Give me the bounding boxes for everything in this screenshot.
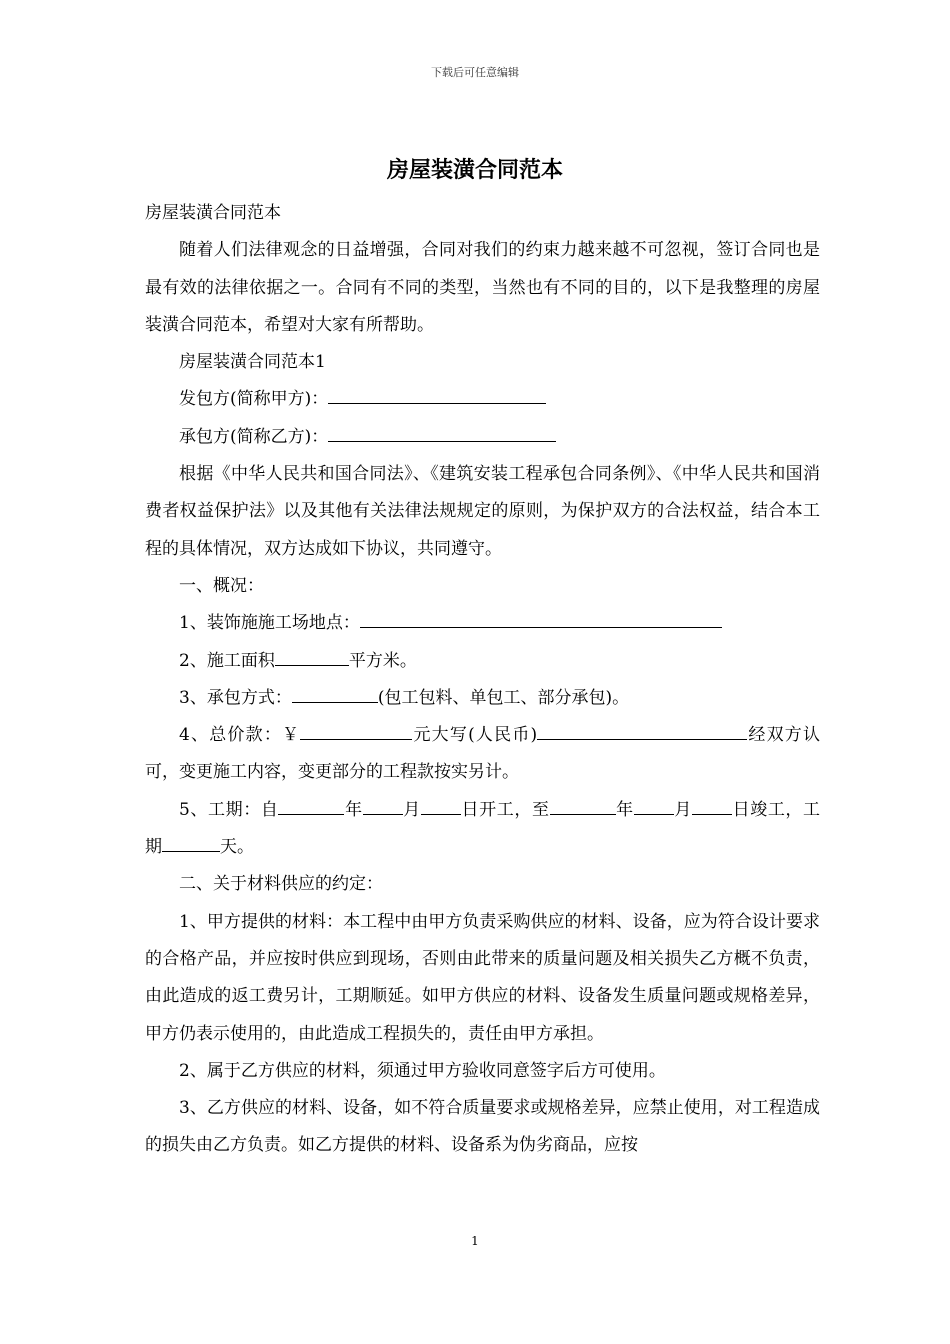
section-1-title: 一、概况： [179,575,264,596]
item-1-5-part: 日竣工，工期 [145,799,821,858]
end-year-blank [550,796,616,815]
item-1-5-part: 年 [615,799,634,820]
party-a-label: 发包方(简称甲方)： [179,389,329,410]
end-month-blank [634,796,674,815]
item-1-5-part: 年 [344,799,363,820]
party-b-blank [328,423,556,442]
item-1-4-suffix: 经双方认可，变更施工内容，变更部分的工程款按实另计。 [145,725,821,783]
item-1-1-label: 1、装饰施施工场地点： [179,613,360,634]
item-1-5-part: 天。 [220,837,254,858]
item-1-4-mid: 元大写(人民币) [412,725,538,746]
sample-title: 房屋装潢合同范本1 [179,352,326,373]
item-1-1 [145,605,820,642]
basis-paragraph: 根据《中华人民共和国合同法》、《建筑安装工程承包合同条例》、《中华人民共和国消费者权益保护法》以及其他有关法律法规规定的原则，为保护双方的合法权益，结合本工程的具体情况，双方达成如下协议，共同遵守。 [145,464,820,559]
item-1-5-part: 月 [673,799,692,820]
area-blank [275,647,349,666]
start-year-blank [278,796,344,815]
page-header-note: 下载后可任意编辑 [431,66,519,79]
end-day-blank [692,796,732,815]
item-1-4-prefix: 4、总价款：￥ [179,725,301,746]
item-1-3-suffix: (包工包料、单包工、部分承包)。 [377,687,630,708]
start-day-blank [421,796,461,815]
item-1-5-part: 日开工，至 [460,799,550,820]
item-1-5-part: 月 [402,799,421,820]
party-b-line [145,419,820,456]
item-1-3 [145,680,820,717]
duration-days-blank [162,833,220,852]
item-1-5 [145,792,820,867]
section-2-title: 二、关于材料供应的约定： [179,874,383,895]
intro-paragraph: 随着人们法律观念的日益增强，合同对我们的约束力越来越不可忽视，签订合同也是最有效的法律依据之一。合同有不同的类型，当然也有不同的目的，以下是我整理的房屋装潢合同范本，希望对大家有所帮助。 [145,240,820,335]
item-1-2-suffix: 平方米。 [348,650,417,671]
party-a-blank [328,386,546,405]
document-subtitle: 房屋装潢合同范本 [145,203,281,223]
item-1-2-prefix: 2、施工面积 [179,650,275,671]
item-1-4 [145,717,820,792]
item-2-1: 1、甲方提供的材料：本工程中由甲方负责采购供应的材料、设备，应为符合设计要求的合格产品，并应按时供应到现场，否则由此带来的质量问题及相关损失乙方概不负责，由此造成的返工费另计，工期顺延。如甲方供应的材料、设备发生质量问题或规格差异，甲方仍表示使用的，由此造成工程损失的，责任由甲方承担。 [145,911,820,1044]
item-1-5-part: 5、工期：自 [179,799,279,820]
document-title: 房屋装潢合同范本 [386,157,563,183]
page-number: 1 [471,1234,479,1248]
document-body [145,195,820,1165]
contract-mode-blank [292,684,378,703]
item-1-2 [145,643,820,680]
item-2-3: 3、乙方供应的材料、设备，如不符合质量要求或规格差异，应禁止使用，对工程造成的损失由乙方负责。如乙方提供的材料、设备系为伪劣商品，应按 [145,1098,820,1156]
start-month-blank [363,796,403,815]
price-number-blank [300,721,412,740]
party-b-label: 承包方(简称乙方)： [179,426,329,447]
site-address-blank [360,609,722,628]
party-a-line [145,381,820,418]
item-1-3-prefix: 3、承包方式： [179,687,292,708]
item-2-2: 2、属于乙方供应的材料，须通过甲方验收同意签字后方可使用。 [179,1060,666,1081]
price-words-blank [537,721,747,740]
